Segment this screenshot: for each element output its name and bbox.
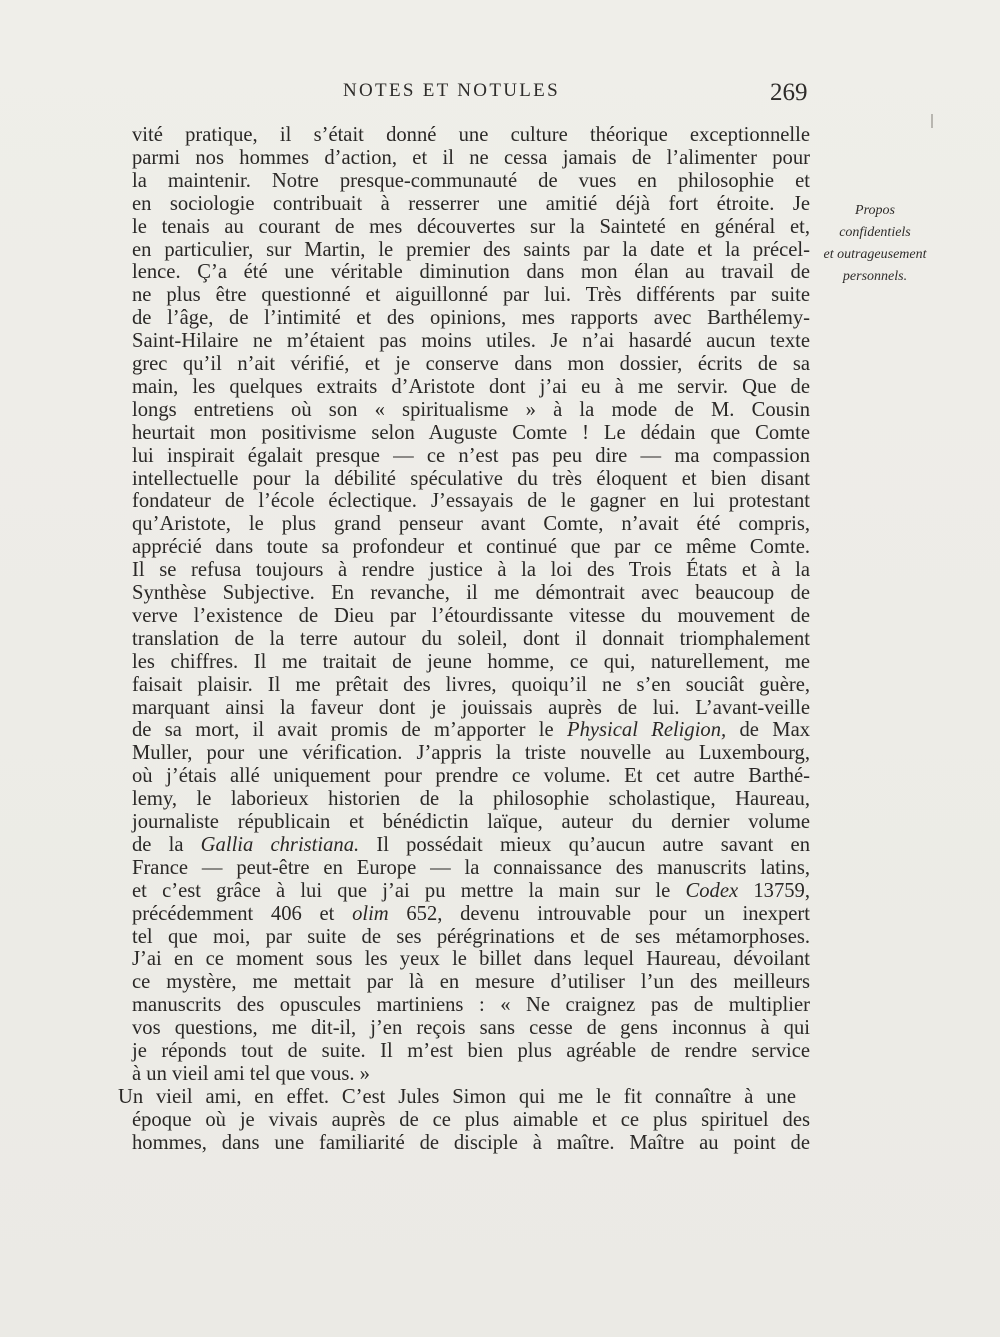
text-line: marquant ainsi la faveur dont je jouissais auprès de lui. L’avant-veille — [132, 696, 810, 719]
text-line: la maintenir. Notre presque-communauté de vues en philosophie et — [132, 169, 810, 192]
margin-note-line: et outrageusement — [823, 247, 927, 262]
text-line: Il se refusa toujours à rendre justice à la loi des Trois États et à la — [132, 559, 810, 582]
page-speck — [931, 114, 933, 128]
text-line: le tenais au courant de mes découvertes sur la Sainteté en général et, — [132, 215, 810, 238]
text-line: parmi nos hommes d’action, et il ne cessa jamais de l’alimenter pour — [132, 146, 810, 169]
text-line: heurtait mon positivisme selon Auguste Comte ! Le dédain que Comte — [132, 421, 810, 444]
text-line: lui inspirait égalait presque — ce n’est pas peu dire — ma compassion — [132, 444, 810, 467]
text-line: de la Gallia christiana. Il possédait mieux qu’aucun autre savant en — [132, 833, 810, 856]
text-line: époque où je vivais auprès de ce plus aimable et ce plus spirituel des — [132, 1108, 810, 1131]
text-line: lemy, le laborieux historien de la philosophie scholastique, Haureau, — [132, 788, 810, 811]
text-line: qu’Aristote, le plus grand penseur avant Comte, n’avait été compris, — [132, 513, 810, 536]
text-line: de sa mort, il avait promis de m’apporter le Physical Religion, de Max — [132, 719, 811, 742]
text-line: fondateur de l’école éclectique. J’essayais de le gagner en lui protestant — [132, 490, 810, 513]
text-line: verve l’existence de Dieu par l’étourdissante vitesse du mouvement de — [132, 604, 810, 627]
text-line: Un vieil ami, en effet. C’est Jules Simon qui me le fit connaître à une — [118, 1085, 796, 1108]
text-line: en sociologie contribuait à resserrer une amitié déjà fort étroite. Je — [132, 192, 810, 215]
text-line: J’ai en ce moment sous les yeux le billet dans lequel Haureau, dévoilant — [132, 948, 810, 971]
text-line: vité pratique, il s’était donné une culture théorique exceptionnelle — [132, 124, 810, 146]
text-line: les chiffres. Il me traitait de jeune homme, ce qui, naturellement, me — [132, 650, 810, 673]
text-line: lence. Ç’a été une véritable diminution dans mon élan au travail de — [132, 261, 810, 284]
page-number: 269 — [770, 79, 808, 106]
margin-note — [815, 200, 935, 288]
text-line: précédemment 406 et olim 652, devenu introuvable pour un inexpert — [132, 902, 810, 925]
running-head: NOTES ET NOTULES — [343, 80, 560, 101]
text-line: main, les quelques extraits d’Aristote dont j’ai eu à me servir. Que de — [132, 375, 810, 398]
text-line: tel que moi, par suite de ses pérégrinations et de ses métamorphoses. — [132, 925, 810, 948]
margin-note-line: Propos — [855, 203, 895, 218]
text-line: ce mystère, me mettait par là en mesure d’utiliser l’un des meilleurs — [132, 971, 810, 994]
text-line: et c’est grâce à lui que j’ai pu mettre la main sur le Codex 13759, — [132, 879, 810, 902]
text-line: longs entretiens où son « spiritualisme » à la mode de M. Cousin — [132, 398, 810, 421]
text-line: ne plus être questionné et aiguillonné par lui. Très différents par suite — [132, 284, 810, 307]
text-line: translation de la terre autour du soleil, dont il donnait triomphalement — [132, 627, 810, 650]
text-line: à un vieil ami tel que vous. » — [132, 1062, 370, 1085]
text-line: de l’âge, de l’intimité et des opinions, mes rapports avec Barthélemy- — [132, 307, 810, 330]
text-line: Muller, pour une vérification. J’appris la triste nouvelle au Luxembourg, — [132, 742, 810, 765]
text-line: où j’étais allé uniquement pour prendre ce volume. Et cet autre Barthé- — [132, 765, 810, 788]
text-line: hommes, dans une familiarité de disciple à maître. Maître au point de — [132, 1131, 810, 1154]
text-line: vos questions, me dit-il, j’en reçois sans cesse de gens inconnus à qui — [132, 1017, 810, 1040]
text-line: faisait plaisir. Il me prêtait des livres, quoiqu’il ne s’en souciât guère, — [132, 673, 810, 696]
text-line: Saint-Hilaire ne m’étaient pas moins utiles. Je n’ai hasardé aucun texte — [132, 330, 810, 353]
text-line: je réponds tout de suite. Il m’est bien plus agréable de rendre service — [132, 1040, 810, 1062]
margin-note-line: confidentiels — [839, 225, 911, 240]
text-line: France — peut-être en Europe — la connaissance des manuscrits latins, — [132, 856, 810, 879]
margin-note-line: personnels. — [842, 269, 908, 284]
text-line: Synthèse Subjective. En revanche, il me démontrait avec beaucoup de — [132, 582, 810, 604]
text-line: manuscrits des opuscules martiniens : « Ne craignez pas de multiplier — [132, 994, 810, 1017]
text-line: grec qu’il n’ait vérifié, et je conserve dans mon dossier, écrits de sa — [132, 353, 810, 375]
text-line: intellectuelle pour la débilité spéculative du très éloquent et bien disant — [132, 467, 810, 490]
text-line: apprécié dans toute sa profondeur et continué que par ce même Comte. — [132, 536, 810, 559]
text-line: en particulier, sur Martin, le premier des saints par la date et la précel- — [132, 238, 810, 261]
text-line: journaliste républicain et bénédictin laïque, auteur du dernier volume — [132, 811, 810, 833]
